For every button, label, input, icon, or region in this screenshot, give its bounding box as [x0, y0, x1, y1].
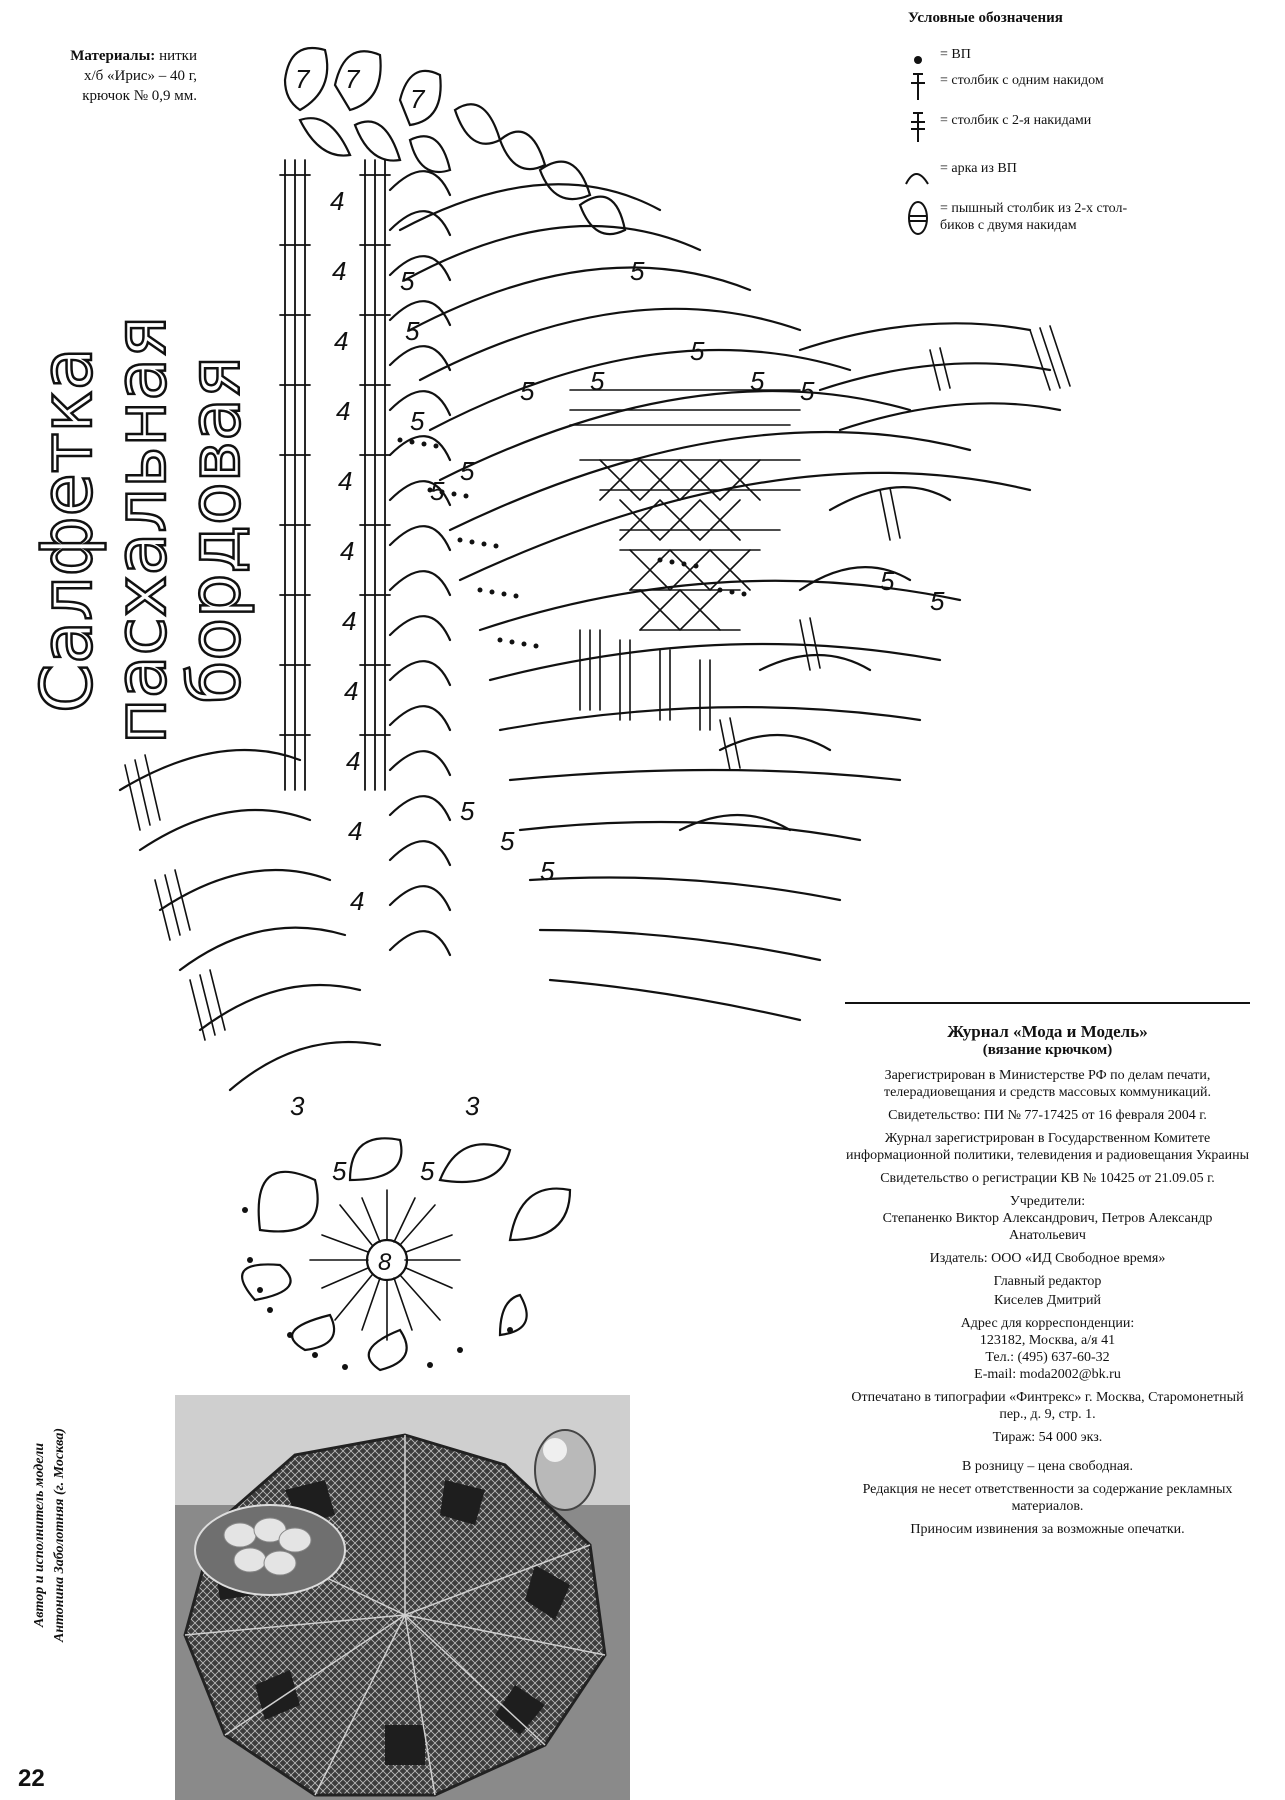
- ring-label: 5: [332, 1156, 347, 1186]
- label-five-6: 5: [520, 376, 535, 406]
- label-seven-3: 7: [410, 84, 425, 114]
- author-credit: [30, 1375, 100, 1695]
- founders-label: Учредители:: [1009, 1194, 1086, 1209]
- label-five-10: 5: [750, 366, 765, 396]
- founders: Степаненко Виктор Александрович, Петров Александр Анатольевич: [882, 1211, 1213, 1243]
- legend-text-puff: = пышный столбик из 2-х стол-: [940, 201, 1128, 216]
- title-line3: бордовая: [174, 356, 256, 704]
- apology: Приносим извинения за возможные опечатки.: [910, 1522, 1185, 1537]
- legend-text-puff-2: биков с двумя накидам: [940, 218, 1077, 233]
- email: E-mail: moda2002@bk.ru: [974, 1367, 1121, 1382]
- label-five-3: 5: [410, 406, 425, 436]
- imprint-rule: [845, 1002, 1250, 1004]
- label-seven-1: 7: [295, 64, 310, 94]
- legend-text-ch: = ВП: [940, 47, 971, 62]
- label-four-3: 4: [334, 326, 349, 356]
- page-number: 22: [18, 1765, 45, 1792]
- magazine-title: Журнал «Мода и Модель»: [947, 1022, 1148, 1041]
- label-seven-2: 7: [345, 64, 360, 94]
- postal-address: 123182, Москва, а/я 41: [979, 1333, 1116, 1348]
- price-note: В розницу – цена свободная.: [962, 1459, 1133, 1474]
- label-four-10: 4: [348, 816, 363, 846]
- label-five-4: 5: [430, 476, 445, 506]
- label-four-4: 4: [336, 396, 351, 426]
- registration-ua: Журнал зарегистрирован в Государственном Комитете информационной политики, телевидения и радиовещания Украины: [846, 1131, 1249, 1163]
- doily-photo-image: [175, 1395, 630, 1800]
- legend-text-arc: = арка из ВП: [940, 161, 1017, 176]
- editor-name: Киселев Дмитрий: [994, 1293, 1101, 1308]
- label-five-5: 5: [460, 456, 475, 486]
- doily-photo: [175, 1395, 630, 1800]
- label-five-11: 5: [800, 376, 815, 406]
- label-five-15: 5: [500, 826, 515, 856]
- label-four-5: 4: [338, 466, 353, 496]
- label-four-1: 4: [330, 186, 345, 216]
- label-five-14: 5: [460, 796, 475, 826]
- label-five-13: 5: [930, 586, 945, 616]
- materials-line1: нитки: [159, 48, 197, 64]
- label-five-9: 5: [690, 336, 705, 366]
- magazine-subtitle: (вязание крючком): [982, 1042, 1113, 1058]
- label-five-8: 5: [630, 256, 645, 286]
- editor-label: Главный редактор: [993, 1274, 1102, 1289]
- label-four-6: 4: [340, 536, 355, 566]
- label-four-9: 4: [346, 746, 361, 776]
- registration-ru: Зарегистрирован в Министерстве РФ по делам печати, телерадиовещания и средств массовых коммуникаций.: [883, 1068, 1212, 1100]
- printer: Отпечатано в типографии «Финтрекс» г. Москва, Старомонетный пер., д. 9, стр. 1.: [851, 1390, 1244, 1422]
- legend-text-tc: = столбик с 2-я накидами: [940, 113, 1092, 128]
- publisher: Издатель: ООО «ИД Свободное время»: [929, 1251, 1166, 1266]
- credit-line1: Автор и исполнитель модели: [32, 1442, 47, 1628]
- title-line1: Салфетка: [26, 347, 108, 713]
- imprint-block: [845, 1002, 1250, 1544]
- certificate-ru: Свидетельство: ПИ № 77-17425 от 16 февраля 2004 г.: [888, 1108, 1207, 1123]
- ring-label-2: 5: [420, 1156, 435, 1186]
- label-four-11: 4: [350, 886, 365, 916]
- disclaimer: Редакция не несет ответственности за содержание рекламных материалов.: [862, 1482, 1233, 1514]
- phone: Тел.: (495) 637-60-32: [985, 1350, 1110, 1365]
- label-four-2: 4: [332, 256, 347, 286]
- label-five-12: 5: [880, 566, 895, 596]
- legend-title: Условные обозначения: [908, 10, 1063, 26]
- label-three: 3: [290, 1091, 305, 1121]
- label-five-16: 5: [540, 856, 555, 886]
- label-four-7: 4: [342, 606, 357, 636]
- label-five-2: 5: [405, 316, 420, 346]
- center-label: 8: [378, 1249, 392, 1276]
- circulation: Тираж: 54 000 экз.: [992, 1430, 1103, 1445]
- label-five-7: 5: [590, 366, 605, 396]
- materials-label: Материалы:: [70, 48, 156, 64]
- title-line2: пасхальная: [100, 315, 182, 745]
- address-label: Адрес для корреспонденции:: [960, 1316, 1135, 1331]
- materials-line3: крючок № 0,9 мм.: [82, 88, 197, 104]
- materials-line2: х/б «Ирис» – 40 г,: [83, 68, 197, 84]
- credit-line2: Антонина Заболотняя (г. Москва): [52, 1427, 67, 1643]
- label-five-1: 5: [400, 266, 415, 296]
- certificate-ua: Свидетельство о регистрации КВ № 10425 от 21.09.05 г.: [880, 1171, 1215, 1186]
- legend-text-dc: = столбик с одним накидом: [940, 73, 1104, 88]
- label-three-2: 3: [465, 1091, 480, 1121]
- label-four-8: 4: [344, 676, 359, 706]
